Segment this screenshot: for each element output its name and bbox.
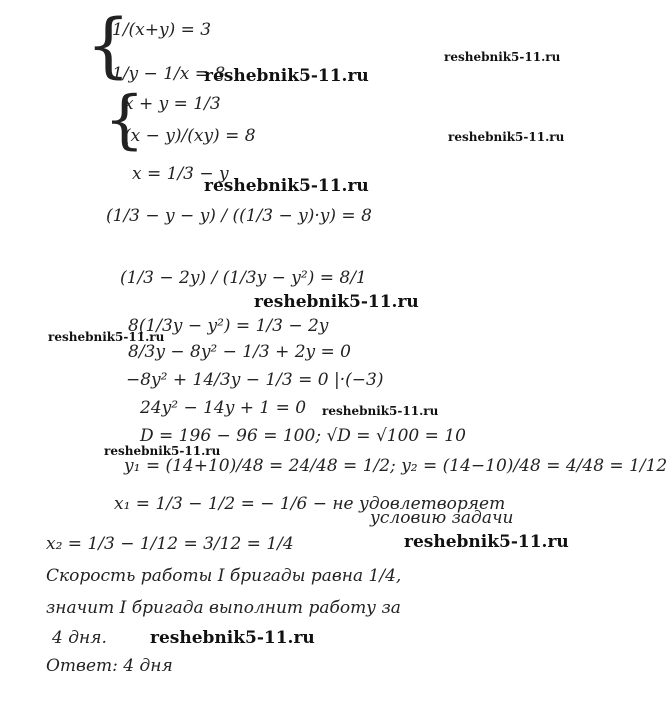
watermark: reshebnik5-11.ru bbox=[448, 130, 565, 144]
watermark: reshebnik5-11.ru bbox=[254, 292, 419, 312]
solution-line-8: 8(1/3y − y²) = 1/3 − 2y bbox=[128, 316, 329, 336]
solution-line-4: (x − y)/(xy) = 8 bbox=[124, 126, 256, 146]
solution-line-18: значит I бригада выполнит работу за bbox=[46, 598, 401, 618]
watermark: reshebnik5-11.ru bbox=[404, 532, 569, 552]
solution-line-12: D = 196 − 96 = 100; √D = √100 = 10 bbox=[140, 426, 466, 446]
solution-line-6: (1/3 − y − y) / ((1/3 − y)·y) = 8 bbox=[106, 206, 372, 226]
system-brace-2: { bbox=[104, 83, 145, 157]
solution-line-17: Скорость работы I бригады равна 1/4, bbox=[46, 566, 402, 586]
solution-line-19: 4 дня. bbox=[52, 628, 107, 648]
watermark: reshebnik5-11.ru bbox=[48, 330, 165, 344]
solution-line-1: 1/(x+y) = 3 bbox=[112, 20, 212, 40]
solution-line-7: (1/3 − 2y) / (1/3y − y²) = 8/1 bbox=[120, 268, 367, 288]
solution-line-16: x₂ = 1/3 − 1/12 = 3/12 = 1/4 bbox=[46, 534, 294, 554]
solution-line-11: 24y² − 14y + 1 = 0 bbox=[140, 398, 307, 418]
solution-line-14: x₁ = 1/3 − 1/2 = − 1/6 − не удовлетворяет bbox=[114, 494, 506, 514]
solution-line-9: 8/3y − 8y² − 1/3 + 2y = 0 bbox=[128, 342, 352, 362]
solution-line-20: Ответ: 4 дня bbox=[46, 656, 173, 676]
watermark: reshebnik5-11.ru bbox=[204, 176, 369, 196]
solution-line-3: x + y = 1/3 bbox=[124, 94, 221, 114]
solution-line-2: 1/y − 1/x = 8 bbox=[112, 64, 226, 84]
watermark: reshebnik5-11.ru bbox=[104, 444, 221, 458]
watermark: reshebnik5-11.ru bbox=[444, 50, 561, 64]
solution-line-13: y₁ = (14+10)/48 = 24/48 = 1/2; y₂ = (14−10)/48 = 4/48 = 1/12 bbox=[124, 456, 667, 476]
solution-line-15: условию задачи bbox=[370, 508, 514, 528]
system-brace-1: { bbox=[86, 4, 131, 86]
watermark: reshebnik5-11.ru bbox=[150, 628, 315, 648]
solution-line-10: −8y² + 14/3y − 1/3 = 0 |·(−3) bbox=[126, 370, 384, 390]
watermark: reshebnik5-11.ru bbox=[204, 66, 369, 86]
watermark: reshebnik5-11.ru bbox=[322, 404, 439, 418]
solution-line-5: x = 1/3 − y bbox=[132, 164, 229, 184]
